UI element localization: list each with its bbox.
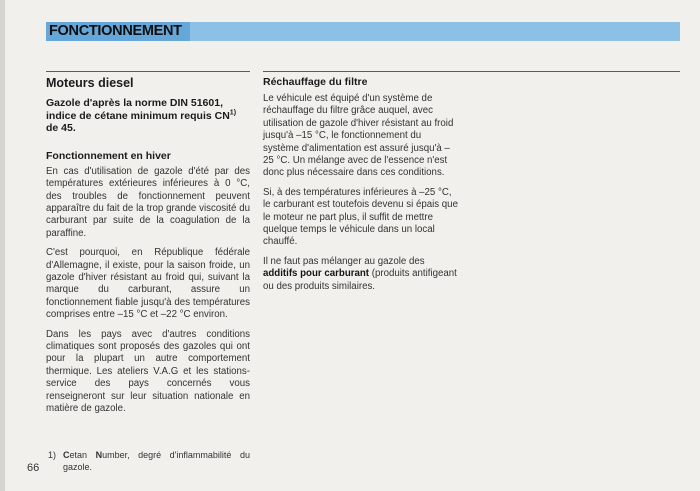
additives-text-end: (produits antifigeant ou des produits similaires. xyxy=(263,268,457,292)
footnote-marker: 1) xyxy=(48,450,57,460)
paragraph-filter-heating: Le véhicule est équipé d'un système de réchauffage du filtre grâce auquel, avec utilisation de gazole d'hiver résistant au froid jusqu'à –15 °C, le fonctionnement du système d'alimentation est assuré jusqu'à –25 °C. Un mélange avec de l'essence n'est donc plus nécessaire dans ces conditions. xyxy=(263,93,454,179)
section-title: FONCTIONNEMENT xyxy=(46,22,190,41)
footnote-etan: etan xyxy=(69,450,96,460)
paragraph-winter-diesel: C'est pourquoi, en République fédérale d'Allemagne, il existe, pour la saison froide, un gazole d'hiver résistant au froid qui, suivant la marque du carburant, assure un fonctionnement fiable jusqu'à des températures comprises entre –15 °C et –22 °C environ. xyxy=(46,247,250,321)
page-edge xyxy=(0,0,5,491)
additives-text-start: Il ne faut pas mélanger au gazole des xyxy=(263,255,425,267)
footnote-n: N xyxy=(95,450,103,460)
paragraph-thick-fuel: Si, à des températures inférieures à –25 °C, le carburant est toutefois devenu si épais que le moteur ne part plus, il suffit de mettre quelque temps le véhicule dans un local chauffé. xyxy=(263,186,458,248)
section-header-bar xyxy=(46,22,680,41)
diesel-engines-heading: Moteurs diesel xyxy=(46,76,134,90)
left-column-rule xyxy=(46,71,250,72)
right-column xyxy=(263,76,458,300)
right-column-rule xyxy=(263,71,680,72)
footnote xyxy=(46,450,250,473)
footnote-rest: umber, degré d'inflammabilité du gazole. xyxy=(63,450,250,472)
paragraph-summer-diesel: En cas d'utilisation de gazole d'été par des températures extérieures inférieures à 0 °C, des troubles de fonctionnement peuvent apparaître du fait de la trop grande viscosité du carburant par suite de la coagulation de la paraffine. xyxy=(46,165,250,239)
page-number: 66 xyxy=(27,462,40,474)
footnote-c: C xyxy=(63,450,70,460)
additives-bold: additifs pour carburant xyxy=(263,268,370,280)
footnote-text xyxy=(63,450,250,473)
filter-heating-heading: Réchauffage du filtre xyxy=(263,76,368,88)
winter-operation-heading: Fonctionnement en hiver xyxy=(46,149,171,162)
paragraph-additives xyxy=(263,256,458,293)
footnote-reference: 1) xyxy=(229,109,237,117)
left-column xyxy=(46,76,250,423)
fuel-standard-subheading xyxy=(46,97,250,135)
fuel-standard-end: de 45. xyxy=(46,122,76,135)
paragraph-other-countries: Dans les pays avec d'autres conditions climatiques sont proposés des gazoles qui ont pour la plupart un autre comportement thermique. Les ateliers V.A.G et les stations-service des pays concernés vous renseigneront sur leur situation nationale en matière de gazole. xyxy=(46,328,250,415)
fuel-standard-text: Gazole d'après la norme DIN 51601, indice de cétane minimum requis CN xyxy=(46,97,230,122)
